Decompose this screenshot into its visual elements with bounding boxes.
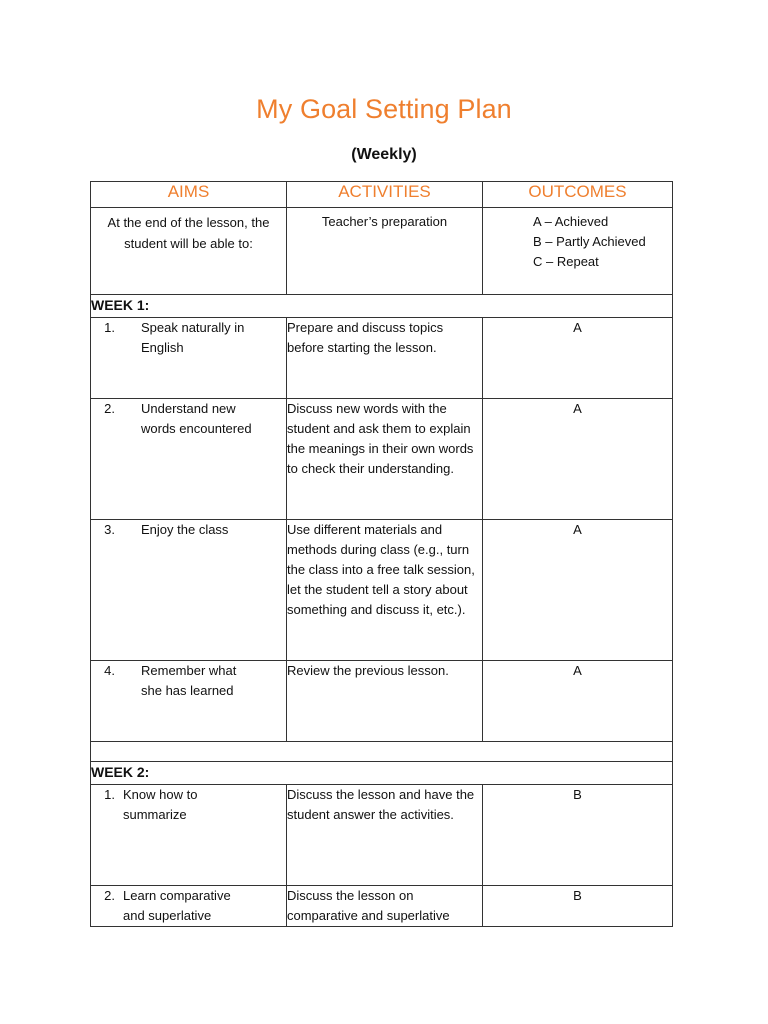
- aim-cell: [91, 785, 287, 886]
- week-header-row: [91, 295, 673, 318]
- activity-cell: Discuss new words with the student and ask them to explain the meanings in their own words to check their understanding.: [287, 399, 483, 520]
- aim-cell: [91, 886, 287, 927]
- aim-cell: [91, 520, 287, 661]
- table-row: [91, 520, 673, 661]
- goal-plan-table: [90, 181, 673, 927]
- intro-row: [91, 208, 673, 295]
- table-row: [91, 318, 673, 399]
- outcome-legend-item: B – Partly Achieved: [533, 234, 646, 249]
- intro-aims: At the end of the lesson, the student will be able to:: [91, 208, 287, 295]
- aim-number: 3.: [104, 522, 115, 537]
- aim-cell: [91, 318, 287, 399]
- aim-text: Speak naturally in English: [141, 320, 245, 355]
- spacer-row: [91, 742, 673, 762]
- empty-cell: [91, 742, 673, 762]
- aim-text: Learn comparative and superlative: [123, 888, 231, 923]
- activity-cell: Discuss the lesson on comparative and superlative: [287, 886, 483, 927]
- table-row: [91, 399, 673, 520]
- header-row: [91, 182, 673, 208]
- activity-cell: Review the previous lesson.: [287, 661, 483, 742]
- aim-text: Remember what she has learned: [141, 663, 237, 698]
- aim-number: 1.: [104, 787, 115, 802]
- aim-text: Understand new words encountered: [141, 401, 252, 436]
- outcome-legend: [483, 208, 672, 272]
- activity-cell: Discuss the lesson and have the student answer the activities.: [287, 785, 483, 886]
- outcome-legend-item: A – Achieved: [533, 214, 609, 229]
- aim-text: Know how to summarize: [123, 787, 198, 822]
- intro-activities: Teacher’s preparation: [287, 208, 483, 295]
- table-row: [91, 886, 673, 927]
- outcome-cell: A: [483, 318, 673, 399]
- outcome-legend-item: C – Repeat: [533, 254, 599, 269]
- aim-number: 2.: [104, 401, 115, 416]
- header-aims: AIMS: [91, 182, 287, 208]
- week-label: WEEK 2:: [91, 762, 673, 785]
- document-title: My Goal Setting Plan: [256, 94, 512, 124]
- outcome-cell: A: [483, 399, 673, 520]
- aim-number: 4.: [104, 663, 115, 678]
- aim-number: 1.: [104, 320, 115, 335]
- aim-text: Enjoy the class: [141, 522, 229, 537]
- header-activities: ACTIVITIES: [287, 182, 483, 208]
- outcome-cell: A: [483, 661, 673, 742]
- activity-cell: Use different materials and methods during class (e.g., turn the class into a free talk session, let the student tell a story about something and discuss it, etc.).: [287, 520, 483, 661]
- intro-outcomes: [483, 208, 673, 295]
- header-outcomes: OUTCOMES: [483, 182, 673, 208]
- aim-cell: [91, 399, 287, 520]
- document-subtitle: (Weekly): [351, 146, 417, 163]
- outcome-cell: B: [483, 785, 673, 886]
- aim-cell: [91, 661, 287, 742]
- outcome-cell: B: [483, 886, 673, 927]
- week-header-row: [91, 762, 673, 785]
- outcome-cell: A: [483, 520, 673, 661]
- table-row: [91, 661, 673, 742]
- activity-cell: Prepare and discuss topics before starting the lesson.: [287, 318, 483, 399]
- week-label: WEEK 1:: [91, 295, 673, 318]
- table-row: [91, 785, 673, 886]
- aim-number: 2.: [104, 888, 115, 903]
